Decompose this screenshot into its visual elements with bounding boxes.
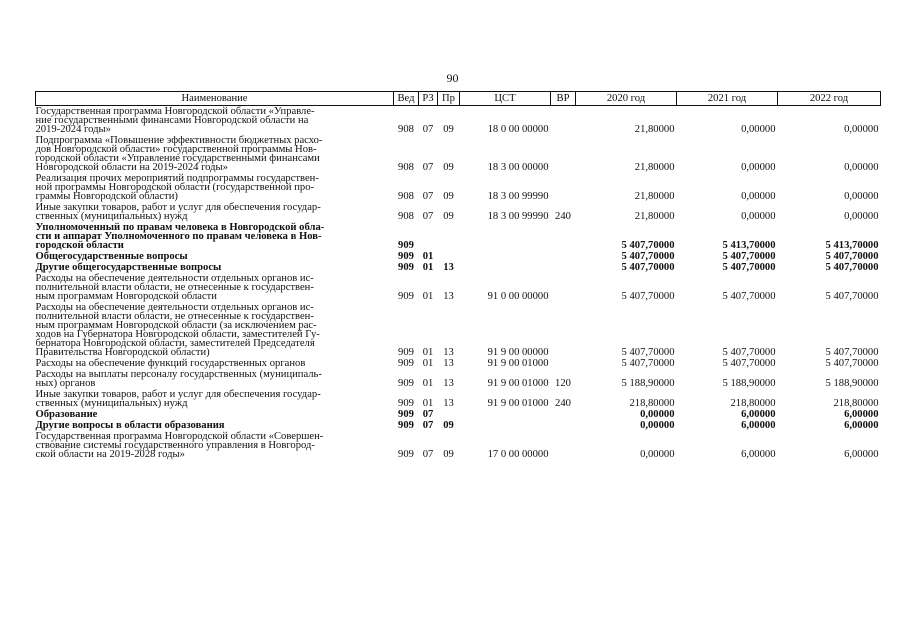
row-pr: 13	[443, 291, 454, 302]
row-pr: 09	[443, 211, 454, 222]
table-row	[36, 431, 881, 460]
row-2022: 0,00000	[844, 162, 879, 173]
row-2022: 0,00000	[844, 191, 879, 202]
row-cst	[460, 262, 551, 273]
row-2022: 5 407,70000	[825, 291, 879, 302]
row-pr: 13	[443, 378, 454, 389]
header-2020: 2020 год	[576, 92, 677, 106]
row-rz: 07	[422, 449, 434, 460]
row-2020: 5 407,70000	[621, 251, 675, 262]
row-2021: 5 413,70000	[722, 240, 776, 251]
row-name: Расходы на обеспечение деятельности отдельных органов ис- полнительной власти области, не отнесенные к государствен- ным программам Новгородской области (за исключением рас- ходов на Губернатора Новгородской области, заместителей Гу- бернатора Новгородской области, заместителей Председателя Правительства Новгородской области)	[35, 302, 320, 358]
row-2021: 0,00000	[741, 191, 776, 202]
row-cst: 91 9 00 01000	[487, 378, 549, 389]
row-name: Реализация прочих мероприятий подпрограммы государствен- ной программы Новгородской области (государственной про- граммы Новгородской области)	[35, 173, 319, 202]
row-ved: 909	[398, 251, 414, 262]
header-name: Наименование	[36, 92, 394, 106]
table-row	[36, 358, 881, 369]
row-2020: 5 188,90000	[621, 378, 675, 389]
row-rz: 01	[422, 262, 434, 273]
row-name: Другие вопросы в области образования	[35, 420, 225, 431]
row-vr	[551, 302, 576, 358]
row-name: Иные закупки товаров, работ и услуг для обеспечения государ- ственных (муниципальных) нужд	[35, 202, 321, 222]
row-name: Государственная программа Новгородской области «Управле- ние государственными финансами Новгородской области на 2019-2024 годы»	[35, 106, 315, 135]
row-2020: 0,00000	[640, 409, 675, 420]
row-2022: 5 407,70000	[825, 262, 879, 273]
row-cst: 91 9 00 01000	[487, 398, 549, 409]
row-2021: 6,00000	[741, 420, 776, 431]
row-2022: 6,00000	[844, 449, 879, 460]
row-pr: 13	[443, 398, 454, 409]
row-2021: 6,00000	[741, 409, 776, 420]
header-vr: ВР	[551, 92, 576, 106]
row-ved: 909	[398, 291, 414, 302]
row-name: Расходы на выплаты персоналу государственных (муниципаль- ных) органов	[35, 369, 322, 389]
row-2021: 5 407,70000	[722, 347, 776, 358]
row-name: Расходы на обеспечение функций государственных органов	[35, 358, 306, 369]
row-2020: 5 407,70000	[621, 291, 675, 302]
row-vr	[551, 106, 576, 136]
row-cst: 18 3 00 00000	[487, 162, 549, 173]
table-row	[36, 409, 881, 420]
row-cst: 91 9 00 01000	[487, 358, 549, 369]
header-ved: Вед	[394, 92, 419, 106]
table-row	[36, 273, 881, 302]
row-rz: 01	[422, 398, 434, 409]
table-body	[36, 106, 881, 461]
row-ved: 908	[398, 211, 414, 222]
row-rz: 07	[422, 211, 434, 222]
row-ved: 909	[398, 358, 414, 369]
budget-table	[35, 91, 881, 460]
row-cst: 91 0 00 00000	[487, 291, 549, 302]
row-cst: 17 0 00 00000	[487, 449, 549, 460]
row-ved: 908	[398, 124, 414, 135]
row-2020: 0,00000	[640, 449, 675, 460]
row-2022: 5 407,70000	[825, 251, 879, 262]
row-pr: 09	[443, 449, 454, 460]
row-2021: 5 407,70000	[722, 358, 776, 369]
row-name: Другие общегосударственные вопросы	[35, 262, 222, 273]
row-pr	[438, 222, 460, 251]
row-rz: 01	[422, 347, 434, 358]
row-rz: 01	[422, 251, 434, 262]
row-2021: 0,00000	[741, 211, 776, 222]
row-2021: 5 407,70000	[722, 291, 776, 302]
row-2020: 5 407,70000	[621, 358, 675, 369]
row-2020: 5 407,70000	[621, 347, 675, 358]
row-ved: 909	[398, 420, 414, 431]
row-vr: 240	[555, 211, 571, 222]
row-cst	[460, 409, 551, 420]
row-name: Образование	[35, 409, 98, 420]
row-ved: 909	[398, 409, 414, 420]
table-row	[36, 251, 881, 262]
row-2021: 6,00000	[741, 449, 776, 460]
row-2020: 21,80000	[634, 191, 675, 202]
header-pr: Пр	[438, 92, 460, 106]
row-name: Государственная программа Новгородской области «Совершен- ствование системы государственного управления в Новгород- ской области на 2019-2028 годы»	[35, 431, 324, 460]
row-2020: 21,80000	[634, 211, 675, 222]
row-name: Подпрограмма «Повышение эффективности бюджетных расхо- дов Новгородской области» государственной программы Нов- городской области «Управление государственными финансами Новгородской области на 2019-2024 годы»	[35, 135, 323, 173]
row-cst: 91 9 00 00000	[487, 347, 549, 358]
row-2022: 5 407,70000	[825, 358, 879, 369]
row-vr	[551, 409, 576, 420]
row-ved: 909	[398, 240, 414, 251]
row-name: Иные закупки товаров, работ и услуг для обеспечения государ- ственных (муниципальных) нужд	[35, 389, 321, 409]
row-2020: 5 407,70000	[621, 262, 675, 273]
row-2022: 0,00000	[844, 211, 879, 222]
row-2021: 5 407,70000	[722, 251, 776, 262]
row-pr	[438, 251, 460, 262]
row-pr: 13	[443, 358, 454, 369]
row-vr	[551, 251, 576, 262]
table-row	[36, 420, 881, 431]
header-2021: 2021 год	[677, 92, 778, 106]
row-rz	[419, 222, 438, 251]
row-rz: 01	[422, 358, 434, 369]
row-name: Уполномоченный по правам человека в Новгородской обла- сти и аппарат Уполномоченного по правам человека в Нов- городской области	[35, 222, 325, 251]
row-ved: 909	[398, 262, 414, 273]
row-pr	[438, 409, 460, 420]
row-ved: 909	[398, 449, 414, 460]
row-pr: 09	[443, 124, 454, 135]
table-row	[36, 106, 881, 136]
row-vr	[551, 262, 576, 273]
row-rz: 01	[422, 291, 434, 302]
row-2020: 218,80000	[629, 398, 675, 409]
header-2022: 2022 год	[778, 92, 881, 106]
table-row	[36, 262, 881, 273]
row-vr	[551, 273, 576, 302]
row-vr	[551, 420, 576, 431]
row-name: Общегосударственные вопросы	[35, 251, 188, 262]
row-2021: 218,80000	[730, 398, 776, 409]
row-name: Расходы на обеспечение деятельности отдельных органов ис- полнительной власти области, не отнесенные к государствен- ным программам Новгородской области	[35, 273, 314, 302]
row-ved: 909	[398, 378, 414, 389]
row-ved: 908	[398, 191, 414, 202]
row-2022: 218,80000	[833, 398, 879, 409]
row-vr	[551, 173, 576, 202]
header-cst: ЦСТ	[460, 92, 551, 106]
row-cst	[460, 222, 551, 251]
table-row	[36, 222, 881, 251]
row-pr: 09	[443, 191, 454, 202]
row-pr: 13	[443, 347, 454, 358]
row-2021: 0,00000	[741, 162, 776, 173]
row-rz: 07	[422, 409, 434, 420]
row-2022: 5 413,70000	[825, 240, 879, 251]
row-pr: 09	[443, 162, 454, 173]
page-number: 90	[446, 71, 459, 85]
row-2020: 21,80000	[634, 162, 675, 173]
row-2022: 6,00000	[844, 420, 879, 431]
row-rz: 07	[422, 124, 434, 135]
row-2022: 5 407,70000	[825, 347, 879, 358]
table-row	[36, 302, 881, 358]
row-rz: 01	[422, 378, 434, 389]
table-row	[36, 369, 881, 389]
row-ved: 909	[398, 398, 414, 409]
table-row	[36, 173, 881, 202]
row-2021: 5 407,70000	[722, 262, 776, 273]
row-vr	[551, 222, 576, 251]
row-2020: 0,00000	[640, 420, 675, 431]
row-2020: 21,80000	[634, 124, 675, 135]
row-2021: 0,00000	[741, 124, 776, 135]
row-rz: 07	[422, 420, 434, 431]
row-vr	[551, 358, 576, 369]
row-2022: 6,00000	[844, 409, 879, 420]
row-ved: 909	[398, 347, 414, 358]
table-row	[36, 135, 881, 173]
row-pr: 13	[443, 262, 454, 273]
row-2022: 5 188,90000	[825, 378, 879, 389]
row-cst	[460, 420, 551, 431]
row-ved: 908	[398, 162, 414, 173]
row-vr: 240	[555, 398, 571, 409]
row-2020: 5 407,70000	[621, 240, 675, 251]
row-cst	[460, 251, 551, 262]
row-2021: 5 188,90000	[722, 378, 776, 389]
row-2022: 0,00000	[844, 124, 879, 135]
row-rz: 07	[422, 162, 434, 173]
header-rz: РЗ	[419, 92, 438, 106]
table-header-row	[36, 92, 881, 106]
table-row	[36, 202, 881, 222]
row-pr: 09	[443, 420, 454, 431]
row-vr	[551, 135, 576, 173]
row-vr: 120	[555, 378, 571, 389]
row-rz: 07	[422, 191, 434, 202]
row-cst: 18 3 00 99990	[487, 211, 549, 222]
row-cst: 18 3 00 99990	[487, 191, 549, 202]
row-vr	[551, 431, 576, 460]
row-cst: 18 0 00 00000	[487, 124, 549, 135]
table-row	[36, 389, 881, 409]
